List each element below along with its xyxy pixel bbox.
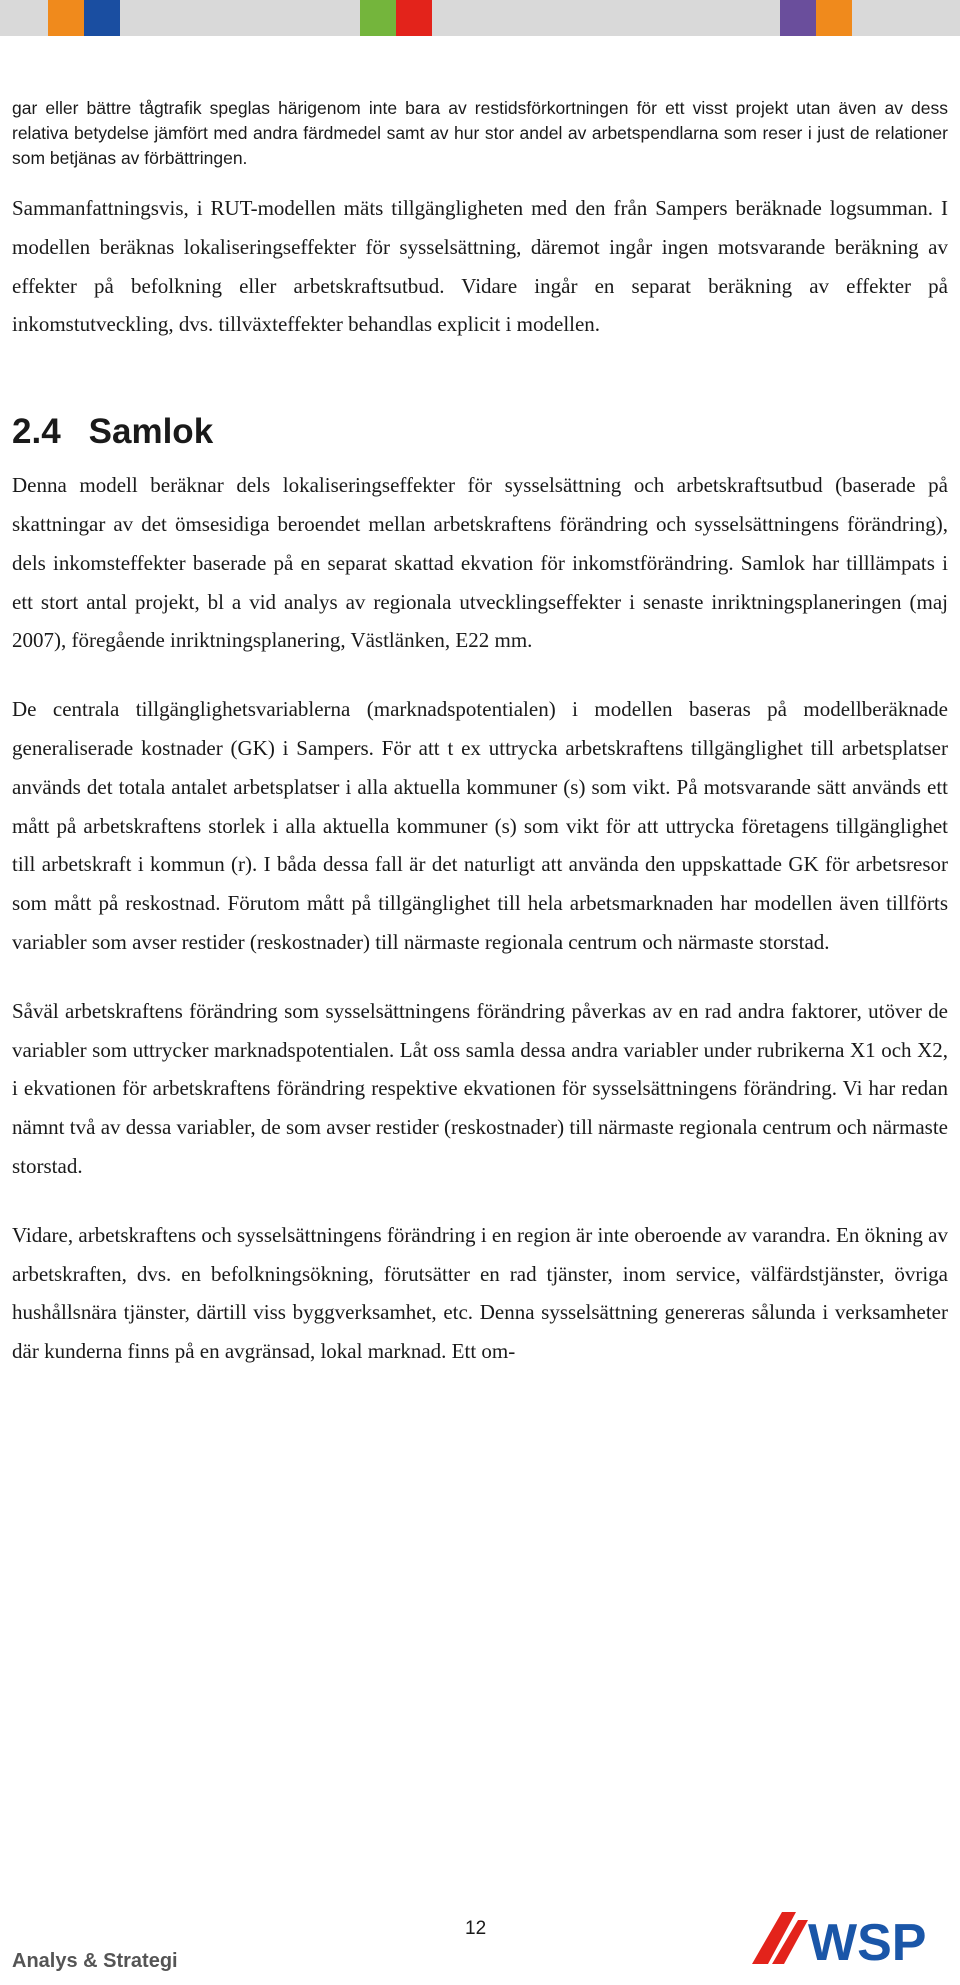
wsp-logo [752,1906,944,1968]
color-block [396,0,432,36]
body-paragraph: Vidare, arbetskraftens och sysselsättningens förändring i en region är inte oberoende av varandra. En ökning av arbetskraften, dvs. en befolkningsökning, förutsätter en rad tjänster, inom service, välfärdstjänster, övriga hushållsnära tjänster, därtill viss byggverksamhet, etc. Denna sysselsättning genereras sålunda i verksamheter där kunderna finns på en avgränsad, lokal marknad. Ett om- [12,1222,948,1364]
logo-wordmark: WSP [808,1914,927,1968]
color-block [120,0,156,36]
top-color-bar [0,0,960,36]
body-paragraph: Såväl arbetskraftens förändring som sysselsättningens förändring påverkas av en rad andra faktorer, utöver de variabler som uttrycker marknadspotentialen. Låt oss samla dessa andra variabler under rubrikerna X1 och X2, i ekvationen för arbetskraftens förändring respektive ekvationen för sysselsättningens förändring. Vi har redan nämnt två av dessa variabler, de som avser restider (reskostnader) till närmaste regionala centrum och närmaste storstad. [12,998,948,1178]
footer-label: Analys & Strategi [12,1950,178,1972]
color-block [192,0,360,36]
color-block [48,0,84,36]
color-block [432,0,468,36]
color-block [504,0,780,36]
body-paragraph: De centrala tillgänglighetsvariablerna (marknadspotentialen) i modellen baseras på modellberäknade generaliserade kostnader (GK) i Sampers. För att t ex uttrycka arbetskraftens tillgänglighet till arbetsplatser används det totala antalet arbetsplatser i alla aktuella kommuner (s) som vikt. På motsvarande sätt används ett mått på arbetskraftens storlek i alla aktuella kommuner (s) som vikt för att uttrycka företagens tillgänglighet till arbetskraft i kommun (r). I båda dessa fall är det naturligt att använda den uppskattade GK för arbetsresor som mått på reskostnad. Förutom mått på tillgänglighet till hela arbetsmarknaden har modellen även tillförts variabler som avser restider (reskostnader) till närmaste regionala centrum och närmaste storstad. [12,697,948,954]
color-block [156,0,192,36]
page-number: 12 [465,1918,487,1939]
color-block [780,0,816,36]
color-block [816,0,852,36]
section-title: Samlok [88,412,214,452]
body-paragraph: Denna modell beräknar dels lokaliseringseffekter för sysselsättning och arbetskraftsutbud (baserade på skattningar av det ömsesidiga beroendet mellan arbetskraftens förändring och sysselsättningens förändring), dels inkomsteffekter baserade på en separat skattad ekvation för inkomstförändring. Samlok har tilllämpats i ett stort antal projekt, bl a vid analys av regionala utvecklingseffekter i senaste inriktningsplaneringen (maj 2007), föregående inriktningsplanering, Västlänken, E22 mm. [12,473,948,653]
color-block [468,0,504,36]
intro-paragraph: gar eller bättre tågtrafik speglas härigenom inte bara av restidsförkortningen för ett visst projekt utan även av dess relativa betydelse jämfört med andra färdmedel samt av hur stor andel av arbetspendlarna som reser i just de relationer som betjänas av förbättringen. [12,98,948,168]
color-block [84,0,120,36]
summary-paragraph: Sammanfattningsvis, i RUT-modellen mäts tillgängligheten med den från Sampers beräknade logsumman. I modellen beräknas lokaliseringseffekter för sysselsättning, däremot ingår ingen motsvarande beräkning av effekter på befolkning eller arbetskraftsutbud. Vidare ingår en separat beräkning av effekter på inkomstutveckling, dvs. tillväxteffekter behandlas explicit i modellen. [12,196,948,337]
page-content [12,96,948,1401]
color-block [0,0,48,36]
section-heading [12,412,948,452]
color-block [360,0,396,36]
section-number: 2.4 [12,412,61,452]
color-block [852,0,960,36]
